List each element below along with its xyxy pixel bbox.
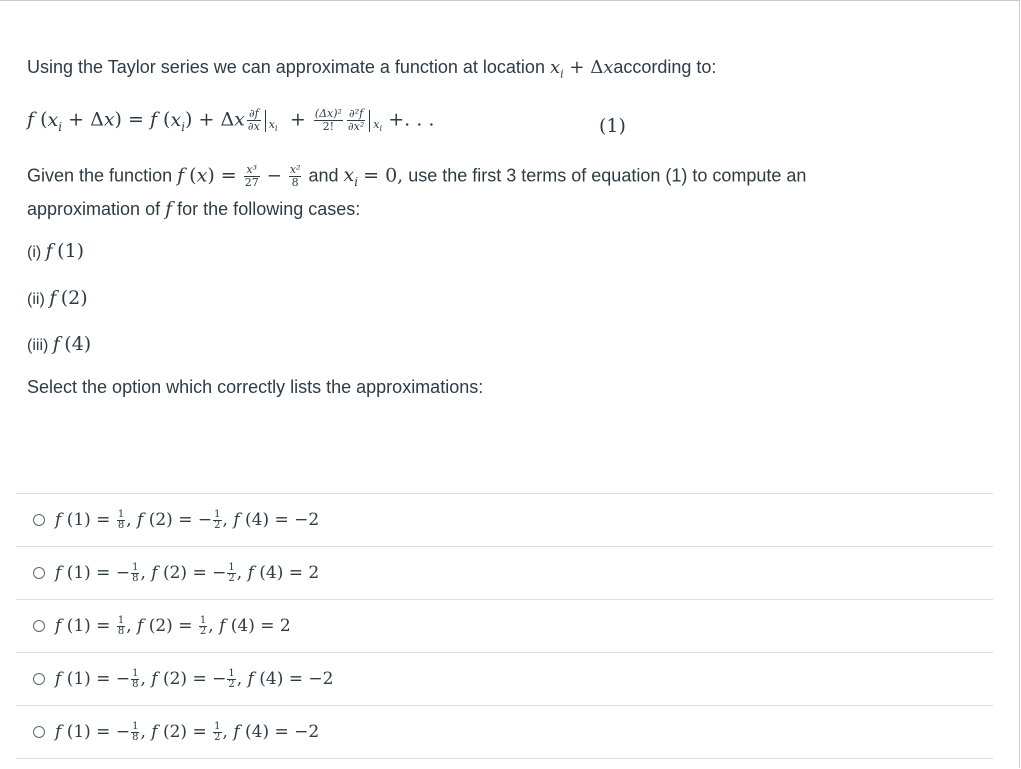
radio-button[interactable] (33, 726, 45, 738)
given-line: Given the function f (x) = $\frac{\text{x³}}{27}$ − $\frac{\text{x²}}{8}$ and $x_i = 0$, use the first 3 terms of equation (1) to compute an (27, 163, 807, 190)
f-term1-fraction: $\frac{\text{x³}}{27}$ (244, 163, 259, 189)
answer-option-1[interactable] (16, 493, 993, 546)
select-prompt: Select the option which correctly lists the approximations: (27, 377, 484, 397)
answer-label[interactable]: f (1) = − $\frac{1}{8}$ , f (2) = − $\frac{1}{2}$ , f (4) = −2 (55, 667, 334, 690)
case-ii: (ii) f (2) (27, 287, 88, 309)
first-derivative-fraction: $\frac{\partial f}{\partial x}$ (247, 107, 260, 133)
intro-tail: according to: (613, 57, 717, 77)
eval-bar-2: $x_i$ (369, 110, 388, 132)
radio-button[interactable] (33, 514, 45, 526)
case-iii: (iii) f (4) (27, 333, 92, 355)
equation-number: (1) (599, 115, 626, 137)
second-term-coef-fraction: $\frac{\text{(Δx)²}}{2!}$ (314, 107, 342, 133)
given-line-2: approximation of f for the following cases: (27, 198, 361, 220)
intro-line (27, 57, 716, 81)
intro-math: $x_i + \Delta x$ (549, 57, 614, 81)
answer-list (16, 493, 993, 759)
taylor-equation: f $(x_i + \Delta x) = f$ $(x_i) + \Delta x$ $\frac{\partial f}{\partial x}$ $x_i$ + $\frac{\text{(Δx)²}}{2!}$ $\frac{\text{∂²f}}{\text{∂x²}}$ $x_i$ +. . . (27, 107, 435, 134)
radio-button[interactable] (33, 673, 45, 685)
intro-text: Using the Taylor series we can approximate a function at location (27, 57, 545, 77)
answer-option-2[interactable] (16, 546, 993, 599)
case-i: (i) f (1) (27, 240, 85, 262)
answer-label[interactable]: f (1) = $\frac{1}{8}$ , f (2) = $\frac{1}{2}$ , f (4) = 2 (55, 614, 291, 637)
answer-label[interactable]: f (1) = − $\frac{1}{8}$ , f (2) = $\frac{1}{2}$ , f (4) = −2 (55, 720, 320, 743)
answer-option-4[interactable] (16, 652, 993, 705)
second-derivative-fraction: $\frac{\text{∂²f}}{\text{∂x²}}$ (347, 107, 365, 133)
answer-option-3[interactable] (16, 599, 993, 652)
answer-label[interactable]: f (1) = $\frac{1}{8}$ , f (2) = − $\frac{1}{2}$ , f (4) = −2 (55, 508, 320, 531)
f-term2-fraction: $\frac{\text{x²}}{8}$ (289, 163, 301, 189)
answer-option-5[interactable] (16, 705, 993, 759)
answer-label[interactable]: f (1) = − $\frac{1}{8}$ , f (2) = − $\frac{1}{2}$ , f (4) = 2 (55, 561, 320, 584)
eval-bar: $x_i$ (265, 110, 284, 132)
radio-button[interactable] (33, 620, 45, 632)
radio-button[interactable] (33, 567, 45, 579)
